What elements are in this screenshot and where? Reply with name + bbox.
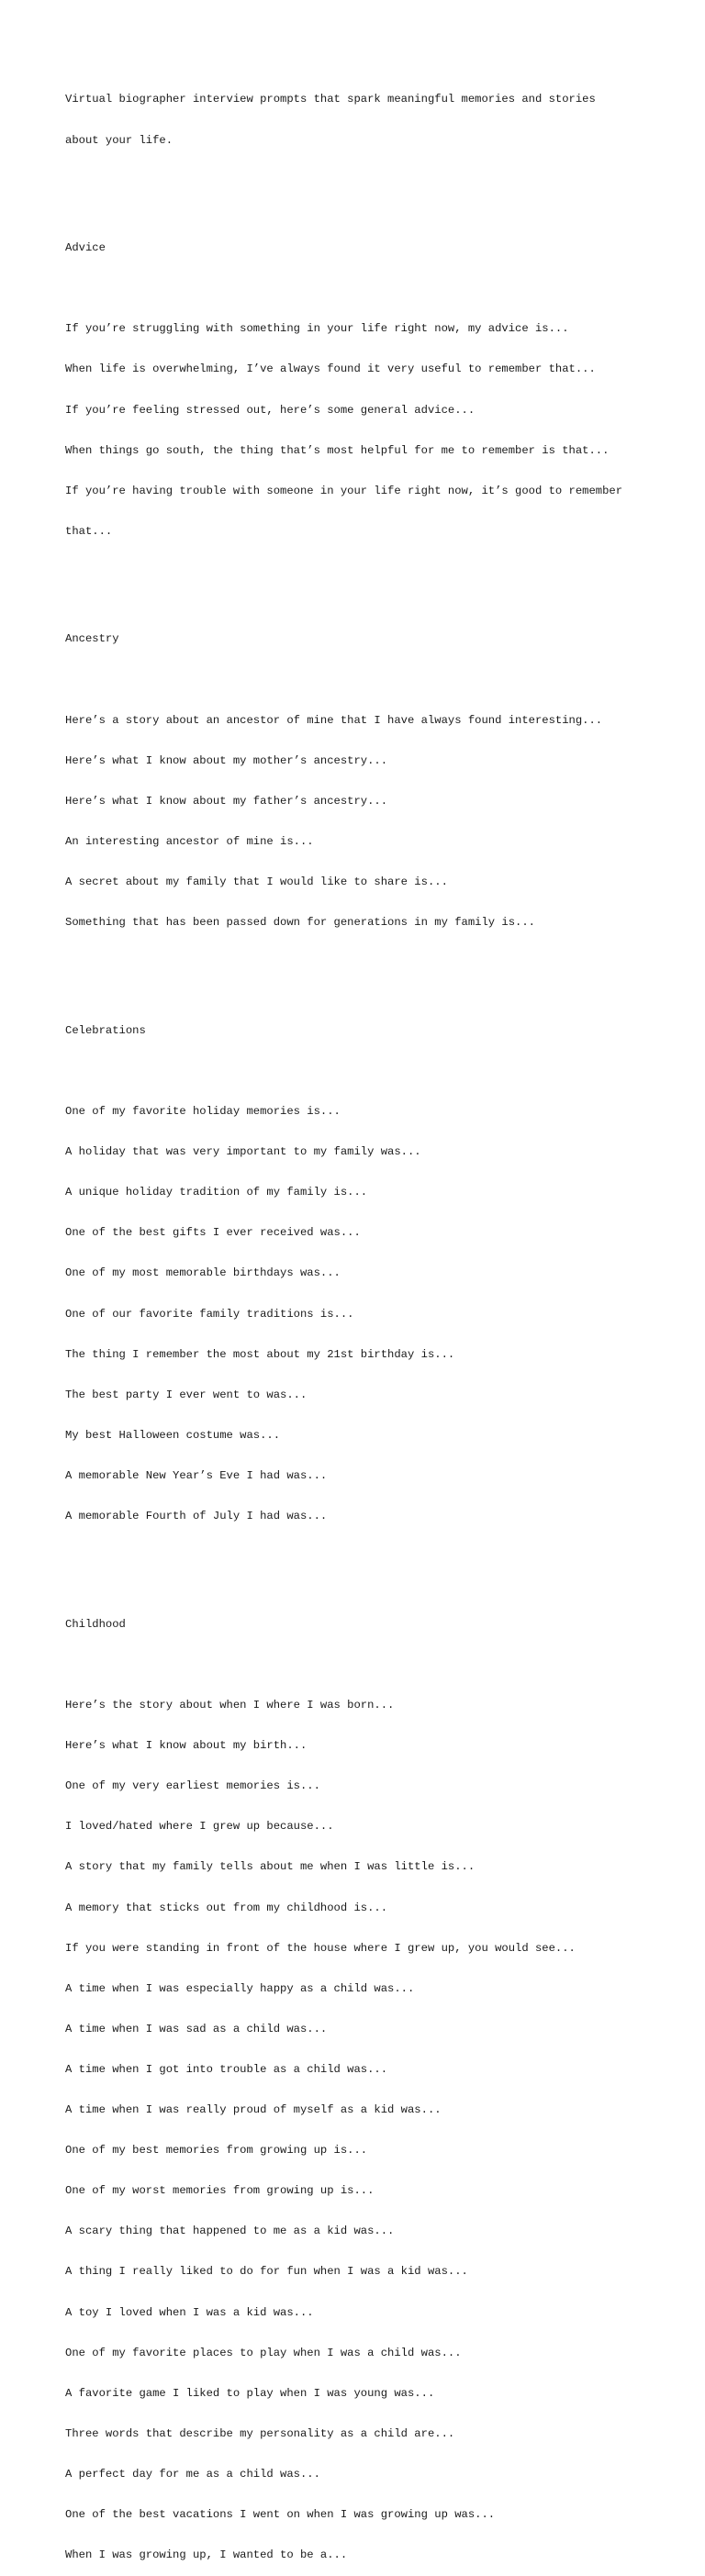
prompt-line: Here’s what I know about my father’s ancestry... [65, 794, 388, 808]
prompt-line: When life is overwhelming, I’ve always found it very useful to remember that... [65, 362, 596, 376]
prompt-line: Something that has been passed down for generations in my family is... [65, 916, 535, 930]
prompt-line: Here’s a story about an ancestor of mine that I have always found interesting... [65, 713, 603, 727]
prompt-line: A memorable Fourth of July I had was... [65, 1510, 328, 1523]
prompt-line: One of the best gifts I ever received was... [65, 1226, 361, 1240]
prompt-line: If you’re struggling with something in your life right now, my advice is... [65, 322, 569, 336]
spacer [65, 1658, 653, 1672]
prompt-line: A time when I was especially happy as a child was... [65, 1981, 415, 1995]
prompt-line: The best party I ever went to was... [65, 1388, 308, 1401]
prompt-line: that... [65, 524, 113, 538]
spacer [65, 956, 653, 970]
spacer [65, 282, 653, 296]
prompt-line: If you’re feeling stressed out, here’s some general advice... [65, 403, 476, 417]
prompt-line: A time when I got into trouble as a child was... [65, 2062, 388, 2076]
prompt-line: One of my favorite holiday memories is... [65, 1105, 341, 1119]
prompt-line: A thing I really liked to do for fun when I was a kid was... [65, 2265, 468, 2279]
prompt-line: A holiday that was very important to my family was... [65, 1145, 421, 1159]
prompt-line: A secret about my family that I would like to share is... [65, 875, 448, 889]
intro-line: Virtual biographer interview prompts that spark meaningful memories and stories [65, 93, 596, 106]
prompt-line: A toy I loved when I was a kid was... [65, 2305, 314, 2319]
prompt-line: Here’s what I know about my birth... [65, 1739, 308, 1753]
prompt-line: A time when I was really proud of myself as a kid was... [65, 2103, 442, 2117]
prompt-line: A perfect day for me as a child was... [65, 2468, 320, 2481]
prompt-line: One of my worst memories from growing up is... [65, 2184, 375, 2198]
spacer [65, 1550, 653, 1564]
prompt-line: One of my best memories from growing up is... [65, 2144, 368, 2158]
spacer [65, 674, 653, 687]
section-heading-celebrations: Celebrations [65, 1023, 146, 1037]
intro-line: about your life. [65, 133, 173, 147]
section-heading-childhood: Childhood [65, 1617, 126, 1631]
prompt-line: A time when I was sad as a child was... [65, 2022, 328, 2035]
prompt-line: One of our favorite family traditions is... [65, 1307, 354, 1321]
prompt-line: One of my favorite places to play when I was a child was... [65, 2346, 462, 2359]
prompt-line: One of the best vacations I went on when I was growing up was... [65, 2508, 496, 2522]
prompt-line: A story that my family tells about me when I was little is... [65, 1860, 476, 1874]
prompt-line: If you were standing in front of the house where I grew up, you would see... [65, 1941, 576, 1955]
prompt-line: My best Halloween costume was... [65, 1428, 281, 1442]
prompt-line: A favorite game I liked to play when I was young was... [65, 2386, 435, 2400]
section-heading-advice: Advice [65, 241, 106, 255]
prompt-line: A memorable New Year’s Eve I had was... [65, 1469, 328, 1483]
prompt-line: If you’re having trouble with someone in your life right now, it’s good to remember [65, 484, 623, 497]
prompt-line: The thing I remember the most about my 21st birthday is... [65, 1347, 455, 1361]
prompt-line: One of my very earliest memories is... [65, 1779, 320, 1793]
prompt-line: An interesting ancestor of mine is... [65, 835, 314, 849]
prompt-line: A scary thing that happened to me as a kid was... [65, 2225, 395, 2238]
prompt-line: When things go south, the thing that’s most helpful for me to remember is that... [65, 443, 610, 457]
spacer [65, 1065, 653, 1078]
prompt-line: When I was growing up, I wanted to be a... [65, 2548, 348, 2562]
document-page [65, 66, 653, 2576]
prompt-line: I loved/hated where I grew up because... [65, 1820, 334, 1834]
prompt-line: Three words that describe my personality as a child are... [65, 2426, 455, 2440]
spacer [65, 174, 653, 188]
prompt-line: One of my most memorable birthdays was... [65, 1266, 341, 1280]
prompt-line: A unique holiday tradition of my family is... [65, 1186, 368, 1199]
section-heading-ancestry: Ancestry [65, 632, 119, 646]
prompt-line: A memory that sticks out from my childhood is... [65, 1901, 388, 1914]
spacer [65, 565, 653, 579]
prompt-line: Here’s what I know about my mother’s ancestry... [65, 753, 388, 767]
prompt-line: Here’s the story about when I where I was born... [65, 1698, 395, 1712]
